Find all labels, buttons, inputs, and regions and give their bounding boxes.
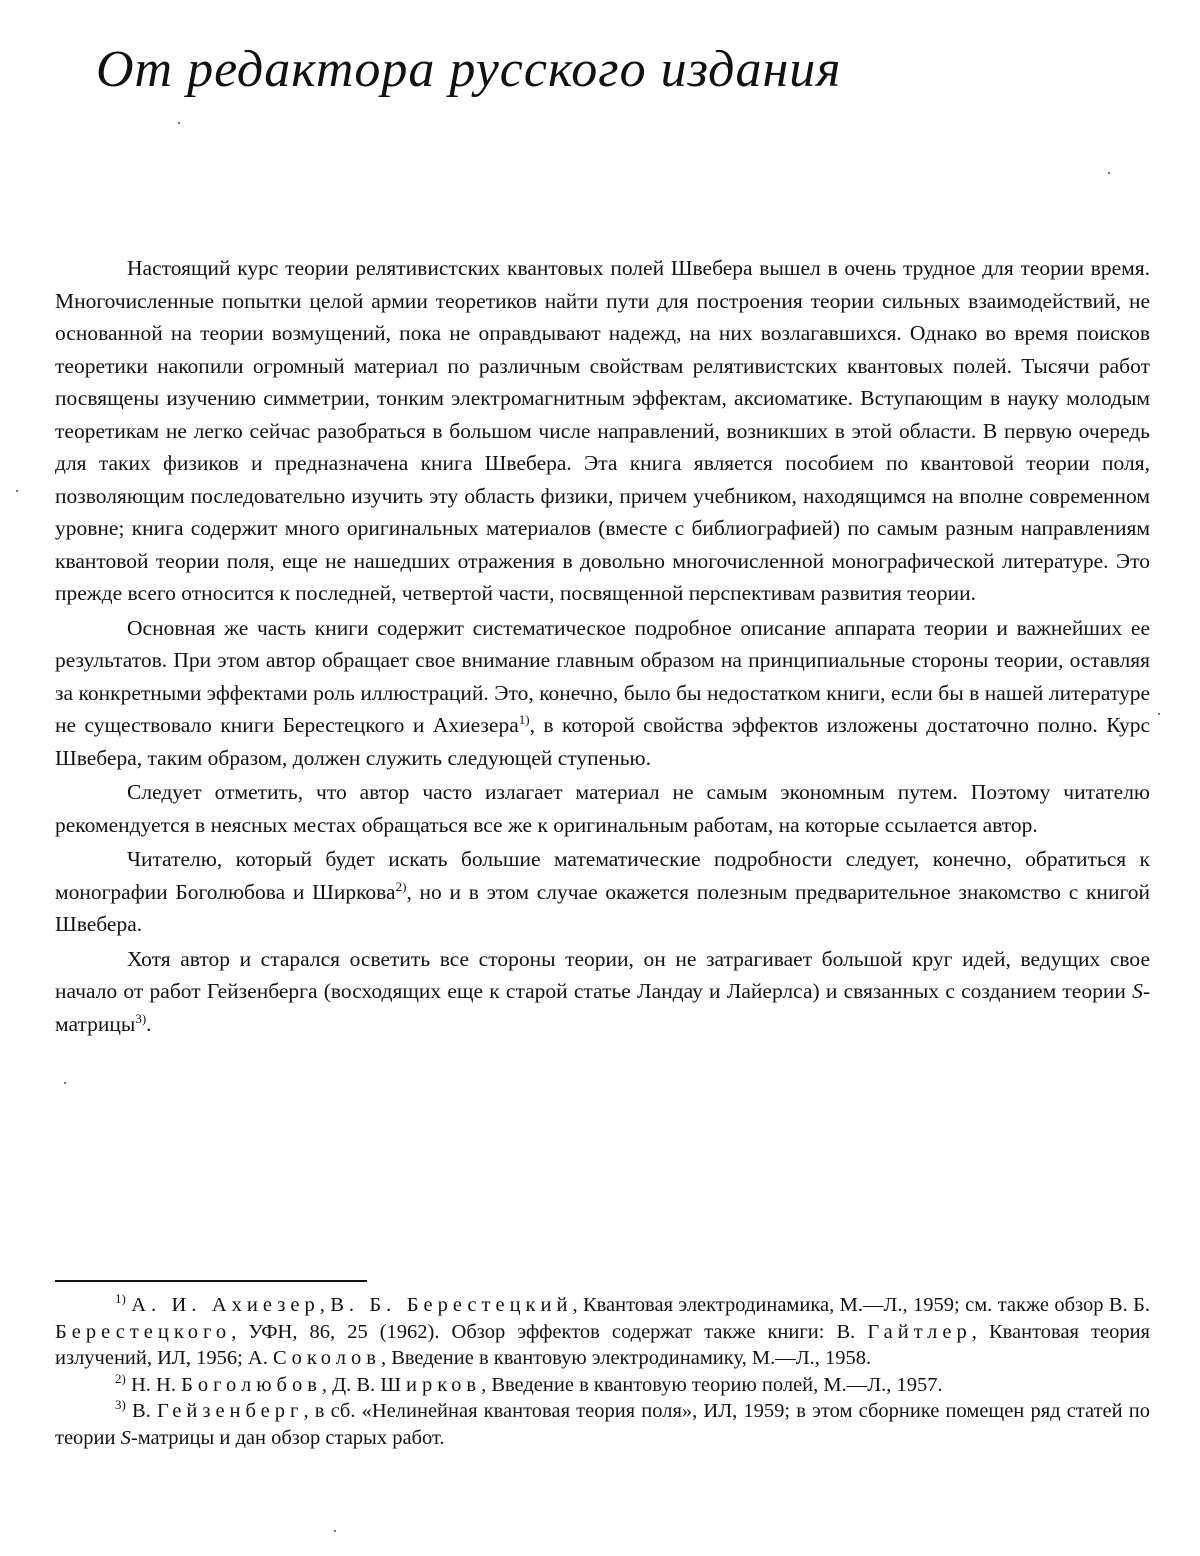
footnote-1-author-3: Берестецкого — [55, 1320, 232, 1343]
paragraph-4-text-cont: , но и в этом случае окажется полезным предварительное знакомство с книгой Швебера. — [55, 879, 1150, 936]
paragraph-2-text-cont: , в которой свойства эффектов изложены достаточно полно. Курс Швебера, таким образом, должен служить следующей ступенью. — [55, 713, 1150, 770]
scan-speck — [16, 490, 18, 492]
paragraph-1: Настоящий курс теории релятивистских квантовых полей Швебера вышел в очень трудное для теории время. Многочисленные попытки целой армии теоретиков найти пути для построения теории сильных взаимодействий, не основанной на теории возмущений, пока не оправдывают надежд, на них возлагавшихся. Однако во время поисков теоретики накопили огромный материал по различным свойствам релятивистских квантовых полей. Тысячи работ посвящены изучению симметрии, тонким электромагнитным эффектам, аксиоматике. Вступающим в науку молодым теоретикам не легко сейчас разобраться в большом числе направлений, возникших в этой области. В первую очередь для таких физиков и предназначена книга Швебера. Эта книга является пособием по квантовой теории поля, позволяющим последовательно изучить эту область физики, причем учебником, находящимся на вполне современном уровне; книга содержит много оригинальных материалов (вместе с библиографией) по самым разным направлениям квантовой теории поля, еще не нашедших отражения в довольно многочисленной монографической литературе. Это прежде всего относится к последней, четвертой части, посвященной перспективам развития теории. — [55, 256, 1150, 605]
footnote-3-s-symbol: S — [120, 1426, 131, 1449]
footnote-1-text-1: , Квантовая электродинамика, М.—Л., 1959; см. также обзор В. Б. — [572, 1294, 1150, 1316]
footnote-1-text-3: , Квантовая теория излучений, ИЛ, 1956; А. — [55, 1320, 1150, 1369]
footnote-1-author-2: В. Б. Берестецкий — [330, 1294, 573, 1316]
s-matrix-symbol: S — [1132, 979, 1143, 1003]
footnote-separator — [55, 1280, 367, 1282]
footnote-2-author-1: Боголюбов — [181, 1373, 322, 1396]
footnote-1 — [55, 1292, 1150, 1372]
page-title: От редактора русского издания — [96, 41, 842, 98]
footnote-2-text-2: , Введение в квантовую теорию полей, М.—Л., 1957. — [481, 1373, 943, 1396]
footnote-1-separator: , — [319, 1294, 331, 1316]
paragraph-2-text: Основная же часть книги содержит систематическое подробное описание аппарата теории и важнейших ее результатов. При этом автор обращает свое внимание главным образом на принципиальные стороны теории, оставляя за конкретными эффектами роль иллюстраций. Это, конечно, было бы недостатком книги, если бы в нашей литературе не существовало книги Берестецкого и Ахиезера — [55, 615, 1150, 737]
footnote-1-author-4: Гайтлер — [867, 1320, 972, 1343]
footnote-2-text-1: , Д. В. — [321, 1373, 381, 1396]
footnote-1-author-5: Соколов — [272, 1347, 381, 1369]
paragraph-5-text-mid: -матрицы — [55, 979, 1150, 1036]
footnote-2-mark: 2) — [115, 1370, 126, 1386]
footnote-3-mark: 3) — [115, 1397, 126, 1413]
scan-speck — [178, 122, 180, 124]
paragraph-5-text: Хотя автор и старался осветить все стороны теории, он не затрагивает большой круг идей, ведущих свое начало от работ Гейзенберга (восходящих еще к старой статье Ландау и Лайерлса) и связанных с созданием теории — [55, 946, 1150, 1003]
footnote-ref-3: 3) — [135, 1010, 147, 1026]
scan-speck — [64, 1082, 66, 1084]
footnote-2-author-2: Ширков — [380, 1373, 482, 1396]
paragraph-2 — [55, 612, 1150, 775]
footnotes — [55, 1292, 1150, 1451]
paragraph-4 — [55, 843, 1150, 941]
footnote-2-text-0: Н. Н. — [130, 1373, 182, 1396]
scan-speck — [1158, 713, 1160, 715]
footnote-2 — [55, 1372, 1150, 1399]
paragraph-4-text: Читателю, который будет искать большие математические подробности следует, конечно, обратиться к монографии Боголюбова и Ширкова — [55, 847, 1150, 904]
footnote-1-text-2: , УФН, 86, 25 (1962). Обзор эффектов содержат также книги: В. — [231, 1320, 868, 1343]
footnote-ref-2: 2) — [395, 878, 407, 894]
footnote-1-mark: 1) — [115, 1291, 126, 1307]
footnote-1-text-4: , Введение в квантовую электродинамику, М.—Л., 1958. — [380, 1347, 872, 1369]
footnote-3-text-2: -матрицы и дан обзор старых работ. — [130, 1426, 445, 1449]
main-text — [55, 252, 1150, 1042]
footnote-3-author-1: Гейзенберг — [156, 1400, 304, 1422]
footnote-ref-1: 1) — [518, 711, 530, 727]
footnote-1-author-1: А. И. Ахиезер — [131, 1294, 320, 1316]
footnote-3-text-1: , в сб. «Нелинейная квантовая теория поля», ИЛ, 1959; в этом сборнике помещен ряд статей по теории — [55, 1400, 1150, 1449]
paragraph-5-text-end: . — [146, 1011, 152, 1036]
paragraph-3: Следует отметить, что автор часто излагает материал не самым экономным путем. Поэтому читателю рекомендуется в неясных местах обращаться все же к оригинальным работам, на которые ссылается автор. — [55, 780, 1150, 837]
footnote-3-text-0: В. — [132, 1400, 157, 1422]
scan-speck — [334, 1530, 336, 1532]
paragraph-5 — [55, 943, 1150, 1041]
footnote-3 — [55, 1398, 1150, 1451]
scan-speck — [1108, 172, 1110, 174]
